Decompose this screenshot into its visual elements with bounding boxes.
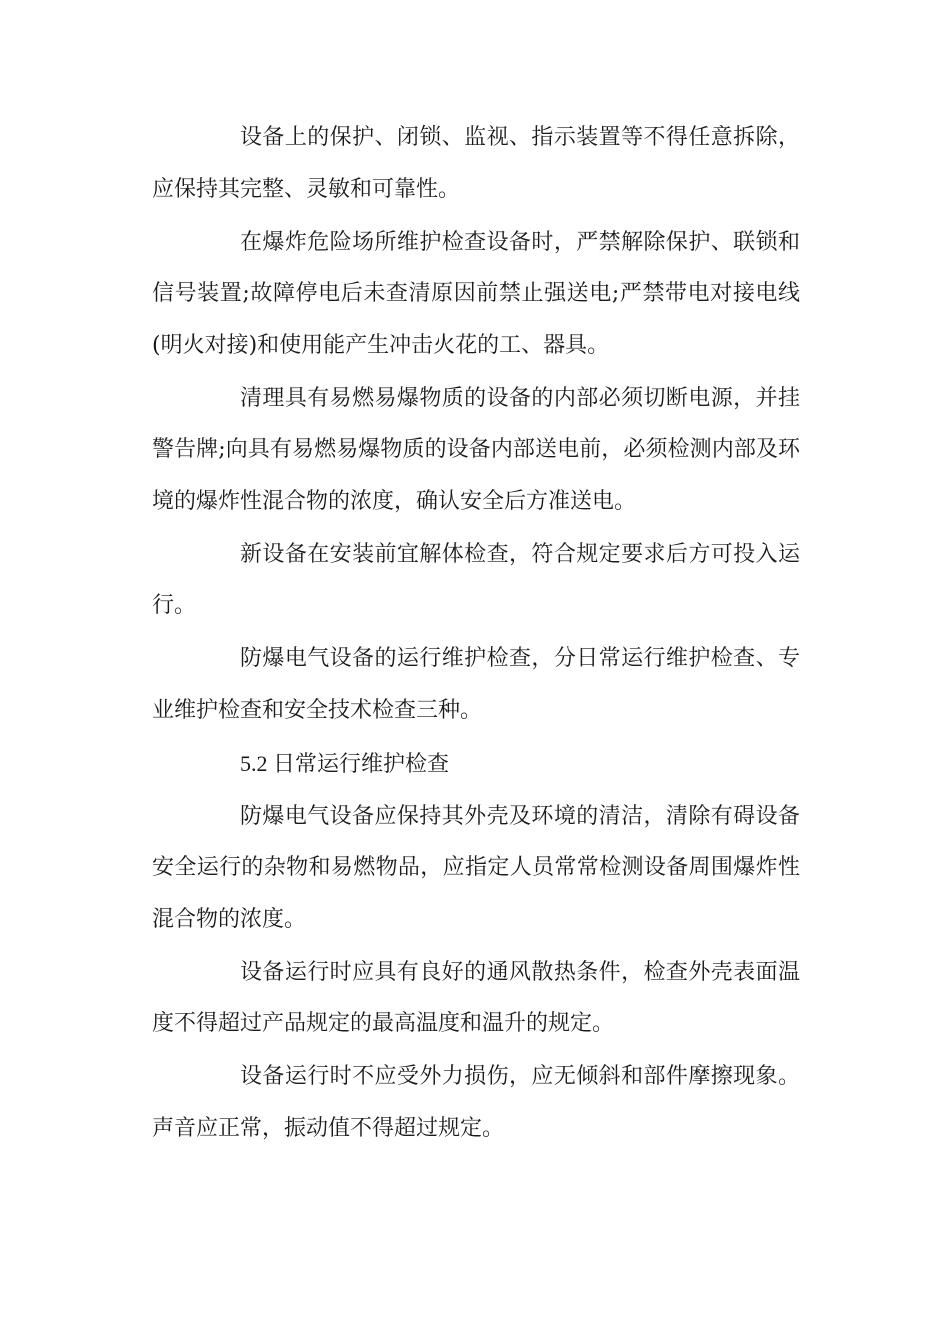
paragraph-inspection-types: 防爆电气设备的运行维护检查，分日常运行维护检查、专业维护检查和安全技术检查三种。 — [152, 646, 800, 723]
paragraph-cleaning-power-off: 清理具有易燃易爆物质的设备的内部必须切断电源，并挂警告牌;向具有易燃易爆物质的设备内部送电前，必须检测内部及环境的爆炸性混合物的浓度，确认安全后方准送电。 — [152, 385, 800, 514]
paragraph-protection-devices: 设备上的保护、闭锁、监视、指示装置等不得任意拆除，应保持其完整、灵敏和可靠性。 — [152, 125, 800, 202]
paragraph-ventilation-temperature: 设备运行时应具有良好的通风散热条件，检查外壳表面温度不得超过产品规定的最高温度和温升的规定。 — [152, 959, 800, 1036]
section-heading-5-2: 5.2 日常运行维护检查 — [240, 750, 450, 776]
paragraph-external-force-vibration: 设备运行时不应受外力损伤，应无倾斜和部件摩擦现象。声音应正常，振动值不得超过规定。 — [152, 1064, 800, 1141]
paragraph-hazard-area-maintenance: 在爆炸危险场所维护检查设备时，严禁解除保护、联锁和信号装置;故障停电后未查清原因前禁止强送电;严禁带电对接电线(明火对接)和使用能产生冲击火花的工、器具。 — [152, 229, 800, 358]
document-body — [152, 112, 800, 1154]
paragraph-new-equipment-inspection: 新设备在安装前宜解体检查，符合规定要求后方可投入运行。 — [152, 541, 800, 618]
paragraph-cleanliness: 防爆电气设备应保持其外壳及环境的清洁，清除有碍设备安全运行的杂物和易燃物品，应指定人员常常检测设备周围爆炸性混合物的浓度。 — [152, 803, 800, 932]
